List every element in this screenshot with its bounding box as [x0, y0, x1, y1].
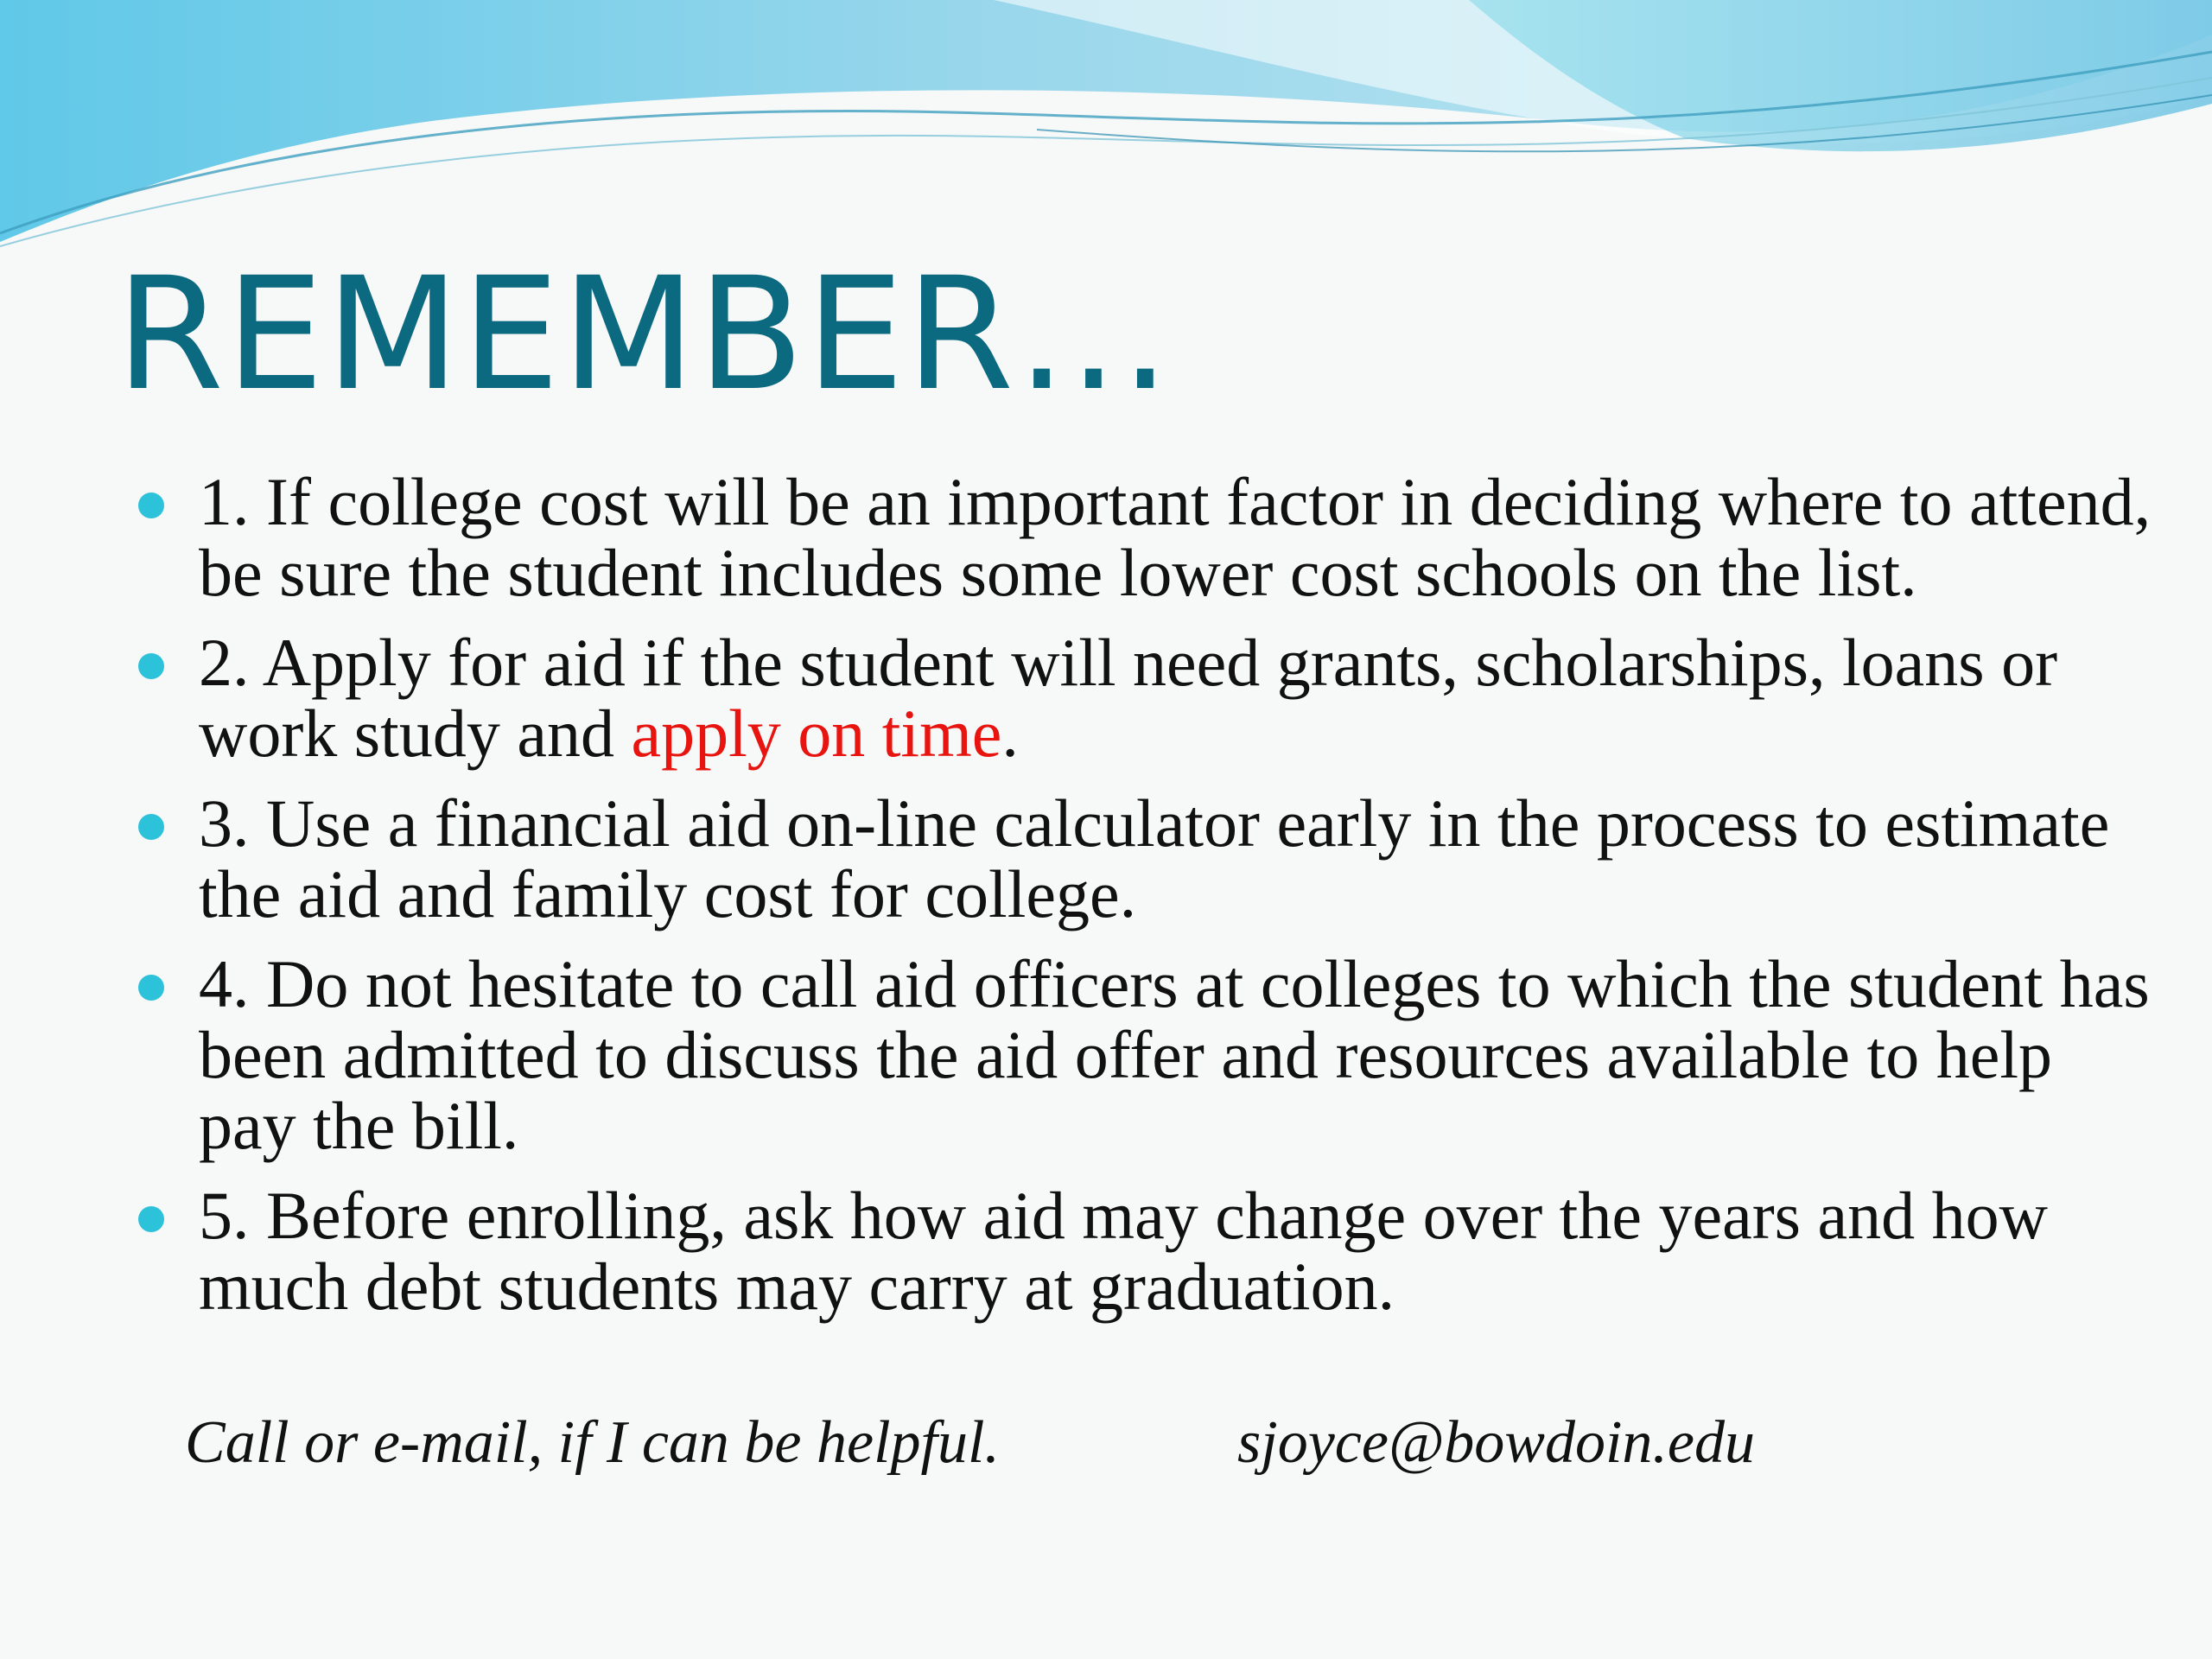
list-item: [0, 946, 2212, 1163]
list-item: [0, 464, 2212, 610]
list-item: [0, 1180, 2212, 1322]
footer-email: sjoyce@bowdoin.edu: [1237, 1409, 1755, 1476]
round-bullet-icon: [138, 493, 164, 518]
reminder-list: [0, 464, 2212, 1341]
footer-note: Call or e-mail, if I can be helpful.: [185, 1409, 1000, 1476]
list-item-text: 2. Apply for aid if the student will need grants, scholarships, loans or work study and: [199, 625, 2058, 771]
list-item-text: 3. Use a financial aid on-line calculator early in the process to estimate the aid and family cost for college.: [199, 785, 2110, 931]
list-item-text: 5. Before enrolling, ask how aid may change over the years and how much debt students may carry at graduation.: [199, 1178, 2048, 1324]
header-wave-decoration: [0, 0, 2212, 259]
list-item: [0, 785, 2212, 931]
round-bullet-icon: [138, 814, 164, 840]
round-bullet-icon: [138, 975, 164, 1001]
list-item-text-end: .: [1001, 696, 1019, 771]
emphasis-text: apply on time: [631, 696, 1002, 771]
list-item-text: 1. If college cost will be an important factor in deciding where to attend, be sure the student includes some lower cost schools on the list.: [199, 464, 2152, 610]
round-bullet-icon: [138, 653, 164, 679]
slide-title: REMEMBER…: [116, 245, 1173, 425]
round-bullet-icon: [138, 1206, 164, 1232]
list-item: [0, 627, 2212, 769]
list-item-text: 4. Do not hesitate to call aid officers at colleges to which the student has been admitted to discuss the aid offer and resources available to help pay the bill.: [199, 946, 2150, 1163]
